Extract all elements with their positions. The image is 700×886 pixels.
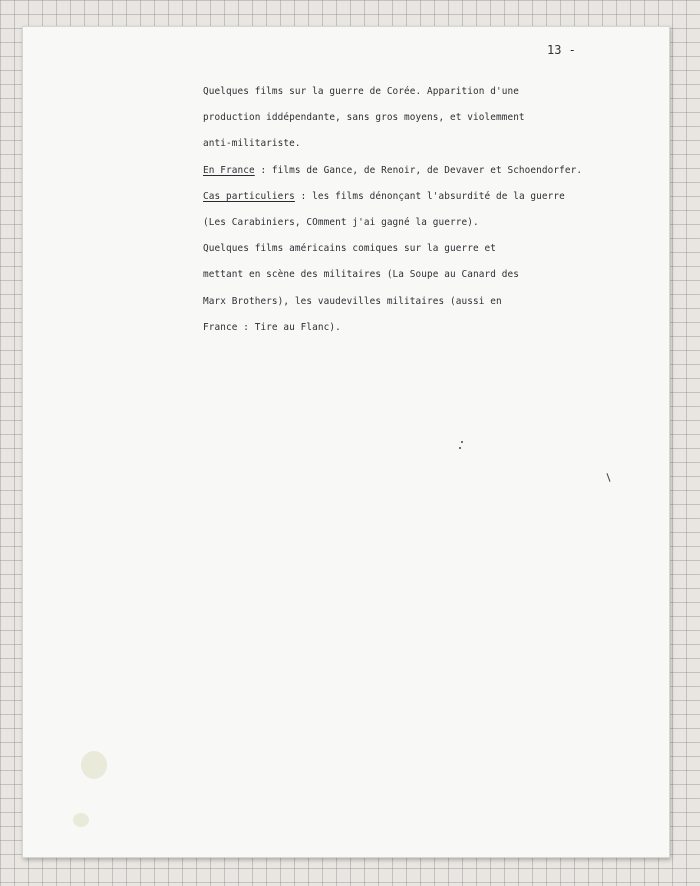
underlined-heading: En France: [203, 164, 255, 176]
paper-stain: [81, 751, 107, 779]
text-segment: Quelques films américains comiques sur la guerre et: [203, 243, 496, 255]
paper-speck: [606, 473, 610, 482]
text-line: [203, 184, 653, 210]
text-segment: production iddépendante, sans gros moyens, et violemment: [203, 112, 525, 124]
text-line: [203, 158, 653, 184]
text-line: [203, 105, 653, 131]
text-line: [203, 131, 653, 157]
paper-speck: [461, 441, 463, 443]
page-number: 13 -: [547, 43, 576, 57]
text-line: [203, 79, 653, 105]
text-segment: anti-militariste.: [203, 138, 301, 150]
text-line: [203, 315, 653, 341]
underlined-heading: Cas particuliers: [203, 190, 295, 202]
text-line: [203, 236, 653, 262]
text-segment: mettant en scène des militaires (La Soupe au Canard des: [203, 269, 519, 281]
text-segment: : les films dénonçant l'absurdité de la guerre: [294, 190, 565, 202]
document-page: [22, 26, 670, 858]
text-line: [203, 262, 653, 288]
typed-text-block: [203, 79, 653, 341]
paper-speck: [459, 447, 461, 449]
text-segment: Marx Brothers), les vaudevilles militaires (aussi en: [203, 295, 502, 307]
paper-stain: [73, 813, 89, 827]
text-segment: Quelques films sur la guerre de Corée. Apparition d'une: [203, 86, 519, 97]
text-line: [203, 210, 653, 236]
text-segment: : films de Gance, de Renoir, de Devaver et Schoendorfer.: [254, 164, 583, 176]
text-segment: (Les Carabiniers, COmment j'ai gagné la guerre).: [203, 216, 479, 228]
text-line: [203, 289, 653, 315]
text-segment: France : Tire au Flanc).: [203, 321, 341, 333]
